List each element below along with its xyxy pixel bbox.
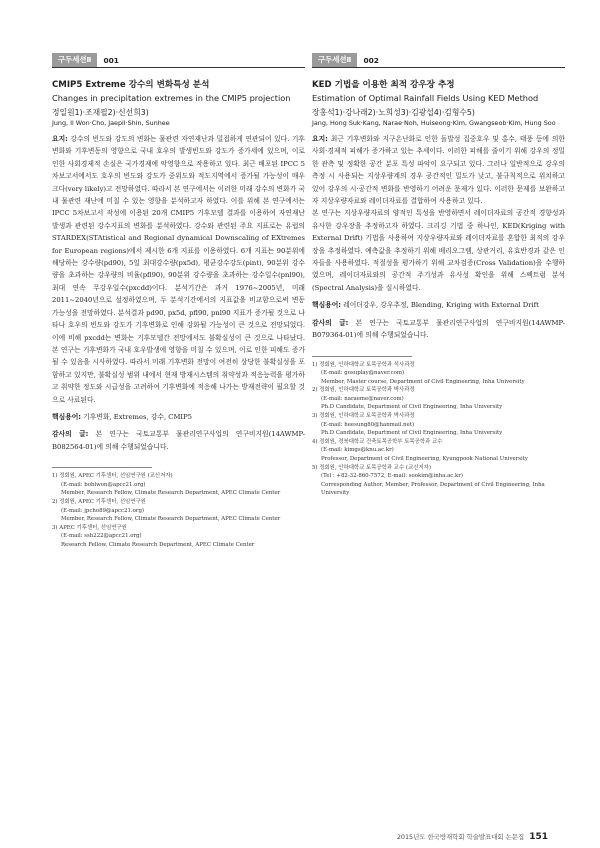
footnote-line: 3) APEC 기후센터, 선임연구원 <box>52 524 127 531</box>
abstract <box>52 133 305 406</box>
footnote-line: 1) 정회원, APEC 기후센터, 선임연구원 (교신저자) <box>52 473 173 480</box>
footnote-line: (E-mail: jpcho89@apcc21.org) <box>61 507 145 514</box>
article-title-en: Estimation of Optimal Rainfall Fields Using KED Method <box>312 93 539 103</box>
footnote-line: Member, Research Fellow, Climate Research Department, APEC Climate Center <box>61 516 281 523</box>
authors-ko: 장홍석1)·강나래2)·노희성3)·김광섭4)·김형수5) <box>312 108 475 117</box>
footnote-line: (E-mail: gosuplay@naver.com) <box>321 370 405 377</box>
footnote <box>52 472 305 498</box>
footnotes <box>52 472 305 549</box>
abstract-text: 강수의 빈도와 강도의 변화는 물관련 자연재난과 밀접하게 연관되어 있다. 기후변화와 기후변동의 영향으로 국내 호우의 발생빈도와 강도가 증가세에 있으며, 이로 인한 사회경제적 손실은 국가경제에 악영향으로 작용하고 있다. 최근 배포된 IPCC 5차보고서에서도 호우의 빈도와 강도가 중위도와 적도지역에서 증가될 가능성이 매우 크다(very likely)고 전망하였다. 따라서 본 연구에서는 이러한 미래 강수의 변화가 국내 물관련 재난에 미칠 수 있는 영향을 분석하고자 하였다. 이를 위해 본 연구에서는 IPCC 5차보고서 작성에 이용된 20개 CMIP5 기후모델 결과를 이용하여 자연재난 발생과 관련된 강수지표의 변화를 분석하였다. 강수와 관련된 주요 지표로는 유럽의 STARDEX(STAtistical and Regional dynamical Downscaling of EXtremes for European regions)에서 제시한 6개 지표를 이용하였다. 6개 지표는 90분위에 해당하는 강수량(pd90), 5일 최대강수량(px5d), 평균강수강도(pint), 90분위 강수량을 초과하는 강우량의 비율(pfl90), 90분위 강수량을 초과하는 강수일수(pnl90), 최대 연속 무강우일수(pxcdd)이다. 분석기간은 과거 1976~2005년, 미래 2011~2040년으로 설정하였으며, 두 분석기간에서의 지표값을 비교함으로써 변동 가능성을 전망하였다. 분석결과 pd90, px5d, pfl90, pnl90 지표가 증가될 것으로 나타나 호우의 빈도와 강도가 기후변화로 인해 강화될 가능성이 큰 것으로 전망되었다. 이에 비해 pxcdd는 변화는 기후모델간 전망에서도 불확실성이 큰 것으로 나타났다. 본 연구는 기후변화가 국내 호우발생에 영향을 미칠 수 있으며, 이로 인한 피해도 증가될 수 있음을 시사하였다. 따라서 미래 기후변화 전망이 여전히 상당한 불확실성을 포함하고 있지만, 불확실성 범위 내에서 현재 방재시스템의 취약성과 적응능력을 평가하고 취약한 정도와 시급성을 고려하여 기후변화에 적응해 나가는 방재전략이 필요할 것으로 사료된다. <box>52 135 305 404</box>
footnote-line: 2) 정회원, APEC 기후센터, 선임연구원 <box>52 498 146 505</box>
page-footer <box>397 832 548 842</box>
footnote-line: (Tel : +82-32-860-7572, E-mail: sookim@inha.ac.kr) <box>321 473 463 480</box>
keywords-label: 핵심용어: <box>312 301 341 310</box>
abstract-text: 최근 기후변화와 지구온난화로 인한 돌발성 집중호우 및 홍수, 태풍 등에 의한 사회·경제적 피해가 증가하고 있는 추세이다. 이러한 피해를 줄이기 위해 강우의 정밀한 관측 및 정확한 공간 분포 특성 파악이 요구되고 있다. 그러나 일반적으로 강우의 측정 시 사용되는 지상우량계의 경우 공간적인 밀도가 낮고, 불규칙적으로 위치하고 있어 강우의 시·공간적 변화를 반영하기 어려운 문제가 있다. 이러한 문제를 보완하고자 지상우량자료와 레이더자료를 결합하여 사용하고 있다. <box>312 135 565 206</box>
article-title-ko: CMIP5 Extreme 강수의 변화특성 분석 <box>52 80 210 90</box>
footnote <box>52 524 305 550</box>
footnote <box>312 386 565 412</box>
right-article <box>312 53 565 498</box>
footnote-line: Professor, Department of Civil Engineering, Kyungpook National University <box>321 456 528 463</box>
ack-label: 감사의 글: <box>312 318 349 327</box>
footnote <box>312 412 565 438</box>
footnote-line: Corresponding Author, Member, Professor, Department of Civil Engineering, Inha University <box>321 481 545 497</box>
keywords-label: 핵심용어: <box>52 412 81 421</box>
footnote-line: (E-mail: kimgs@knu.ac.kr) <box>321 447 394 454</box>
session-number: 002 <box>363 55 379 65</box>
footnote-line: Ph.D Candidate, Department of Civil Engineering, Inha University <box>321 430 503 437</box>
footnote-line: 2) 정회원, 인하대학교 토목공학과 박사과정 <box>312 387 415 394</box>
footnote-divider <box>52 467 152 468</box>
session-header <box>52 53 305 68</box>
acknowledgement <box>52 428 305 453</box>
session-number: 001 <box>103 55 119 65</box>
footnote-line: 1) 정회원, 인하대학교 토목공학과 석사과정 <box>312 361 415 368</box>
article-title-ko: KED 기법을 이용한 최적 강우장 추정 <box>312 80 455 90</box>
left-article <box>52 53 305 550</box>
ack-text: 본 연구는 국토교통부 물관리연구사업의 연구비지원(14AWMP-B082564-01)에 의해 수행되었습니다. <box>52 430 305 451</box>
footnote-line: 4) 정회원, 경북대학교 건축토목공학부 토목공학과 교수 <box>312 438 443 445</box>
authors-en: Jang, Hong Suk·Kang, Narae·Noh, Huiseong·Kim, Gwangseob·Kim, Hung Soo <box>312 119 556 127</box>
footnotes <box>312 361 565 499</box>
footnote <box>312 464 565 498</box>
footnote-line: Research Fellow, Climate Research Department, APEC Climate Center <box>61 541 255 548</box>
authors-ko: 정일원1)·조재필2)·신선희3) <box>52 108 149 117</box>
footnote-line: 5) 정회원, 인하대학교 토목공학과 교수 (교신저자) <box>312 464 431 471</box>
footnote-line: (E-mail: naraeme@naver.com) <box>321 395 404 402</box>
conference-name: 2015년도 한국방재학회 학술발표대회 논문집 <box>396 833 525 841</box>
footnote <box>312 438 565 464</box>
footnote-line: Ph.D Candidate, Department of Civil Engineering, Inha University <box>321 404 503 411</box>
acknowledgement <box>312 317 565 342</box>
footnote-divider <box>312 356 412 357</box>
footnote <box>52 498 305 524</box>
session-tag: 구두세션Ⅱ <box>312 53 357 67</box>
keywords-text: 레이더강우, 강우추정, Blending, Kriging with External Drift <box>343 301 539 310</box>
ack-text: 본 연구는 국토교통부 물관리연구사업의 연구비지원(14AWMP-B079364-01)에 의해 수행되었습니다. <box>312 318 565 340</box>
authors-en: Jung, Il Won·Cho, Jaepil·Shin, Sunhee <box>52 119 170 127</box>
abstract-label: 요지: <box>312 135 328 143</box>
footnote-line: Member, Research Fellow, Climate Research Department, APEC Climate Center <box>61 490 281 497</box>
footnote-line: Member, Master course, Department of Civil Engineering, Inha University <box>321 378 525 385</box>
ack-label: 감사의 글: <box>52 430 89 439</box>
footnote-line: (E-mail: boblwon@apcc21.org) <box>61 481 146 488</box>
keywords <box>312 299 565 311</box>
abstract-label: 요지: <box>52 135 68 143</box>
session-header <box>312 53 565 68</box>
abstract-paragraph-2: 본 연구는 지상우량자료의 양적인 특성을 반영하면서 레이더자료의 공간적 경향성과 유사한 강우장을 추정하고자 하였다. 크리깅 기법 중 하나인, KED(Kriging with External Drift) 기법을 사용하여 지상우량자료와 레이더자료를 혼합한 최적의 강우장을 추정하였다. 예측값을 추정하기 위해 베리오그램, 상관거리, 유효반경과 같은 인자들을 사용하였다. 적절성을 평가하기 위해 교차검증(Cross Validation)을 수행하였으며, 레이더자료와의 공간적 주기성과 유사성 확인을 위해 스펙트럼 분석(Spectral Analysis)을 실시하였다. <box>312 209 565 292</box>
keywords <box>52 411 305 423</box>
page-number: 151 <box>529 832 548 842</box>
footnote <box>312 361 565 387</box>
footnote-line: (E-mail: ssh222@apcc21.org) <box>61 533 142 540</box>
article-title-en: Changes in precipitation extremes in the CMIP5 projection <box>52 93 291 103</box>
abstract <box>312 133 565 207</box>
footnote-line: 3) 정회원, 인하대학교 토목공학과 박사과정 <box>312 413 415 420</box>
session-tag: 구두세션Ⅱ <box>52 53 97 67</box>
footnote-line: (E-mail: heesung80@hanmail.net) <box>321 421 415 428</box>
keywords-text: 기후변화, Extremes, 강수, CMIP5 <box>83 412 193 421</box>
